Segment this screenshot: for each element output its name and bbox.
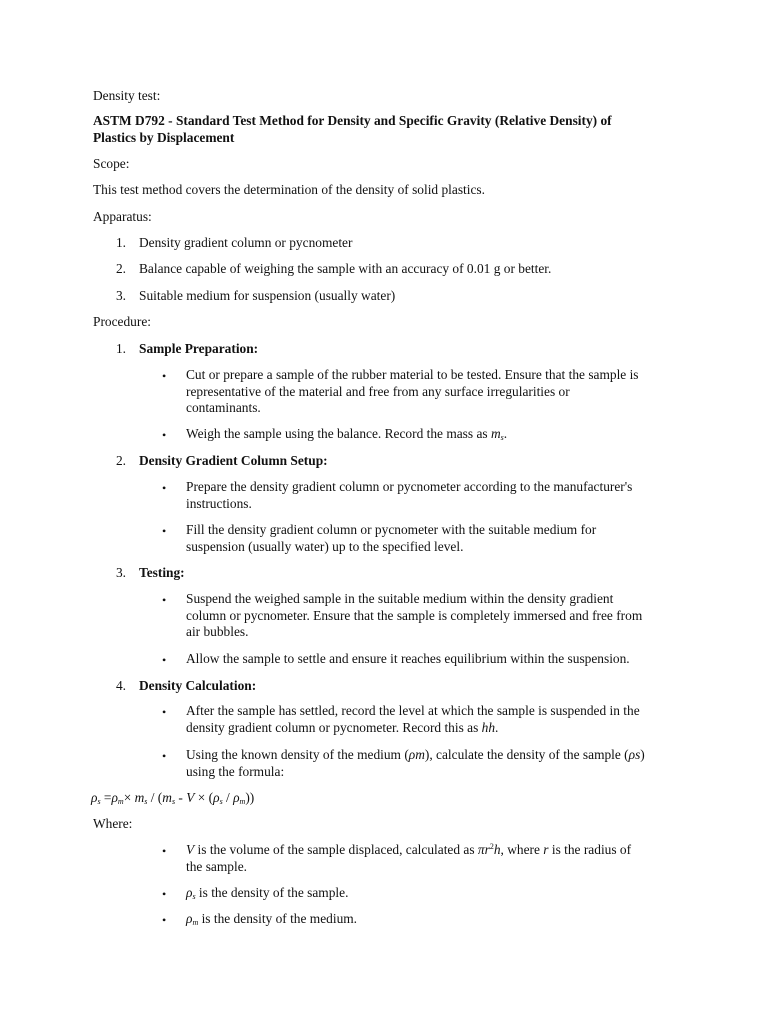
step-bullet-line: Suspend the weighed sample in the suitable medium within the density gradient — [186, 591, 614, 606]
bullet-icon: • — [162, 705, 167, 719]
step-bullet-line: air bubbles. — [186, 624, 249, 639]
scope-text: This test method covers the determination of the density of solid plastics. — [93, 182, 485, 197]
step-title: Density Calculation: — [139, 678, 257, 693]
bullet-icon: • — [162, 913, 167, 927]
bullet-icon: • — [162, 369, 167, 383]
step-title: Sample Preparation: — [139, 341, 259, 356]
step-bullet-line: column or pycnometer. Ensure that the sample is completely immersed and free from — [186, 608, 643, 623]
apparatus-item: Suitable medium for suspension (usually water) — [139, 288, 396, 303]
step-bullet-line: Prepare the density gradient column or pycnometer according to the manufacturer's — [186, 479, 633, 494]
step-bullet-line: instructions. — [186, 496, 252, 511]
density-formula: $\rho_s =\rho_m\times m_s / (m_s - V \times (\rho_s / \rho_m))$ — [91, 790, 255, 806]
step-bullet-line: contaminants. — [186, 400, 261, 415]
step-bullet-line: suspension (usually water) up to the specified level. — [186, 539, 464, 554]
step-bullet-line: using the formula: — [186, 764, 285, 779]
apparatus-number: 2. — [115, 261, 126, 276]
bullet-icon: • — [162, 593, 167, 607]
bullet-icon: • — [162, 481, 167, 495]
document-title-line-1: ASTM D792 - Standard Test Method for Density and Specific Gravity (Relative Density) of — [93, 113, 612, 128]
step-number: 1. — [115, 341, 126, 356]
step-number: 2. — [115, 453, 126, 468]
apparatus-label: Apparatus: — [93, 209, 152, 224]
step-bullet-line: Weigh the sample using the balance. Record the mass as $m_s$. — [186, 426, 508, 442]
apparatus-item: Density gradient column or pycnometer — [139, 235, 353, 250]
step-bullet-line: Using the known density of the medium (ρm), calculate the density of the sample (ρs) — [186, 747, 645, 762]
bullet-icon: • — [162, 749, 167, 763]
where-item-rho-s: $\rho_s$ is the density of the sample. — [186, 885, 349, 901]
where-item-volume: V is the volume of the sample displaced, calculated as $\pi r^2h$, where r is the radius of — [186, 842, 632, 857]
bullet-icon: • — [162, 844, 167, 858]
bullet-icon: • — [162, 887, 167, 901]
step-number: 3. — [115, 565, 126, 580]
step-title: Density Gradient Column Setup: — [139, 453, 328, 468]
step-bullet-line: Cut or prepare a sample of the rubber material to be tested. Ensure that the sample is — [186, 367, 639, 382]
bullet-icon: • — [162, 653, 167, 667]
where-label: Where: — [93, 816, 133, 831]
bullet-icon: • — [162, 524, 167, 538]
bullet-icon: • — [162, 428, 167, 442]
apparatus-number: 1. — [115, 235, 126, 250]
step-bullet-line: Fill the density gradient column or pycnometer with the suitable medium for — [186, 522, 597, 537]
step-bullet-line: After the sample has settled, record the level at which the sample is suspended in the — [186, 703, 640, 718]
where-item-rho-m: $\rho_m$ is the density of the medium. — [186, 911, 358, 927]
document-title-line-2: Plastics by Displacement — [93, 130, 235, 145]
step-number: 4. — [115, 678, 126, 693]
where-item-volume-cont: the sample. — [186, 859, 247, 874]
apparatus-number: 3. — [115, 288, 126, 303]
step-bullet-line: Allow the sample to settle and ensure it reaches equilibrium within the suspension. — [186, 651, 630, 666]
step-bullet-line: density gradient column or pycnometer. Record this as hh. — [186, 720, 499, 735]
scope-label: Scope: — [93, 156, 130, 171]
document-heading: Density test: — [93, 88, 161, 103]
step-bullet-line: representative of the material and free from any surface irregularities or — [186, 384, 570, 399]
apparatus-item: Balance capable of weighing the sample with an accuracy of 0.01 g or better. — [139, 261, 552, 276]
procedure-label: Procedure: — [93, 314, 152, 329]
step-title: Testing: — [139, 565, 185, 580]
